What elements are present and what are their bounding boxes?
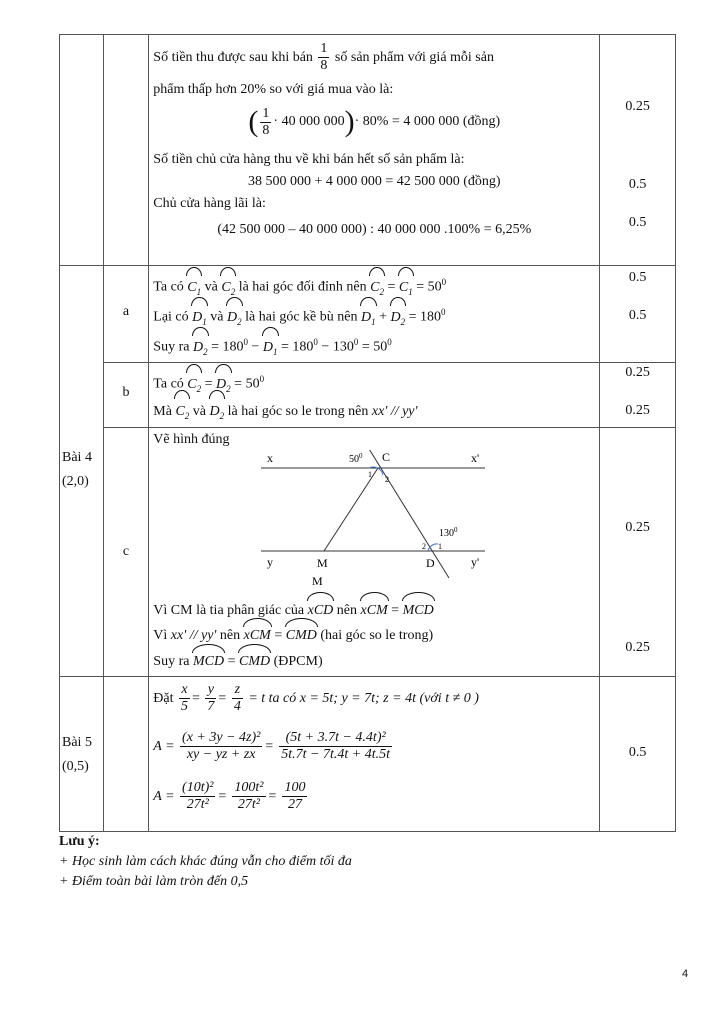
label-D: D xyxy=(426,556,435,570)
text-line: (42 500 000 – 40 000 000) : 40 000 000 .100% = 6,25% xyxy=(217,222,532,237)
label-y: y xyxy=(267,555,274,569)
angle-index: 2 xyxy=(422,542,427,551)
bai5-label-cell xyxy=(60,677,104,832)
problem-label: Bài 4 xyxy=(62,450,92,465)
problem-label: Bài 5 xyxy=(62,735,92,750)
row-percentage xyxy=(60,35,676,266)
score-cell: 0.25 0.25 xyxy=(600,428,676,677)
label-M: M xyxy=(317,556,328,570)
angle-index: 2 xyxy=(385,475,390,484)
label-M-below: M xyxy=(312,574,323,588)
problem-points: (0,5) xyxy=(62,759,89,774)
angle-130-label: $130^0$ xyxy=(439,526,458,539)
bai4-c-content: Vẽ hình đúng x x' y y' C D M $50^0$ $130^0$ 1 2 2 1 M Vì CM là tia phân giác của xCD nên xCM = MCD Vì xx' // yy' nên xCM = CMD (hai góc so le trong) Suy ra MCD = CMD (ĐPCM) xyxy=(149,428,600,677)
answer-table xyxy=(59,34,676,832)
label-x: x xyxy=(267,451,274,465)
bai4-a-content: Ta có $C_1$ và $C_2$ là hai góc đối đỉnh nên $C_2 = C_1 = 50^0$ Lại có $D_1$ và $D_2$ là hai góc kề bù nên $D_1 + D_2 = 180^0$ Suy ra $D_2 = 180^0 - D_1 = 180^0 - 130^0 = 50^0$ xyxy=(149,266,600,363)
note-item: + Học sinh làm cách khác đúng vẫn cho điểm tối đa xyxy=(59,854,352,869)
part-label: b xyxy=(122,385,130,400)
score-cell: 0.5 xyxy=(600,677,676,832)
row-bai5 xyxy=(60,677,676,832)
text-line: 38 500 000 + 4 000 000 = 42 500 000 (đồng) xyxy=(247,174,501,189)
text-line: Vẽ hình đúng xyxy=(153,432,230,447)
label-C: C xyxy=(382,450,391,464)
page-number: 4 xyxy=(682,968,689,980)
transversal-line xyxy=(361,450,449,578)
row-bai4-c xyxy=(60,428,676,677)
note-item: + Điểm toàn bài làm tròn đến 0,5 xyxy=(59,874,249,889)
formula: ( $\frac{1}{8}$ · 40 000 000)· 80% = 4 000 000 (đồng) xyxy=(248,105,501,138)
note-section xyxy=(59,832,352,892)
angle-index: 1 xyxy=(368,470,373,479)
score-cell: 0.25 0.5 0.5 xyxy=(600,35,676,266)
part-label: a xyxy=(122,304,130,319)
row1-content xyxy=(149,35,600,266)
row-bai4-b xyxy=(60,363,676,428)
angle-arc-D xyxy=(428,544,438,551)
part-label: c xyxy=(122,544,130,559)
bai4-b-content: Ta có $C_2 = D_2 = 50^0$ Mà $C_2$ và $D_2$ là hai góc so le trong nên xx' // yy' xyxy=(149,363,600,428)
angle-50-label: $50^0$ xyxy=(349,452,363,465)
text-line: Số tiền chủ cửa hàng thu về khi bán hết số sản phẩm là: xyxy=(153,152,465,167)
text-line: Số tiền thu được sau khi bán xyxy=(153,50,313,65)
problem-points: (2,0) xyxy=(62,474,89,489)
score-cell: 0.25 0.25 xyxy=(600,363,676,428)
label-xp: x' xyxy=(471,451,480,465)
text-line: phẩm thấp hơn 20% so với giá mua vào là: xyxy=(153,82,394,97)
bisector-line xyxy=(324,468,378,551)
fraction: $\frac{1}{8}$ xyxy=(320,41,328,74)
row-bai4-a xyxy=(60,266,676,363)
score-cell: 0.5 0.5 xyxy=(600,266,676,363)
geometry-figure xyxy=(149,450,599,590)
text-line: số sản phẩm với giá mỗi sản xyxy=(334,50,494,65)
note-title: Lưu ý: xyxy=(59,834,100,849)
bai4-label-cell xyxy=(60,266,104,677)
text-line: Chủ cửa hàng lãi là: xyxy=(153,196,266,211)
angle-index: 1 xyxy=(438,542,443,551)
label-yp: y' xyxy=(471,555,480,569)
bai5-content: Đặt $\frac{x}{5}$ = $\frac{y}{7}$ = $\frac{z}{4}$ = t ta có x = 5t; y = 7t; z = 4t (với t ≠ 0 ) A = $\frac{\text{(x + 3y − 4z)²}}{xy - yz + zx}$ = $\frac{\text{(5t + 3.7t − 4.4t)²}}{5t.7t - 7t.4t + 4t.5t}$ A = $\frac{\text{(10t)²}}{\text{27t²}}$ = $\frac{\text{100t²}}{\text{27t²}}$ = $\frac{100}{27}$ xyxy=(149,677,600,832)
